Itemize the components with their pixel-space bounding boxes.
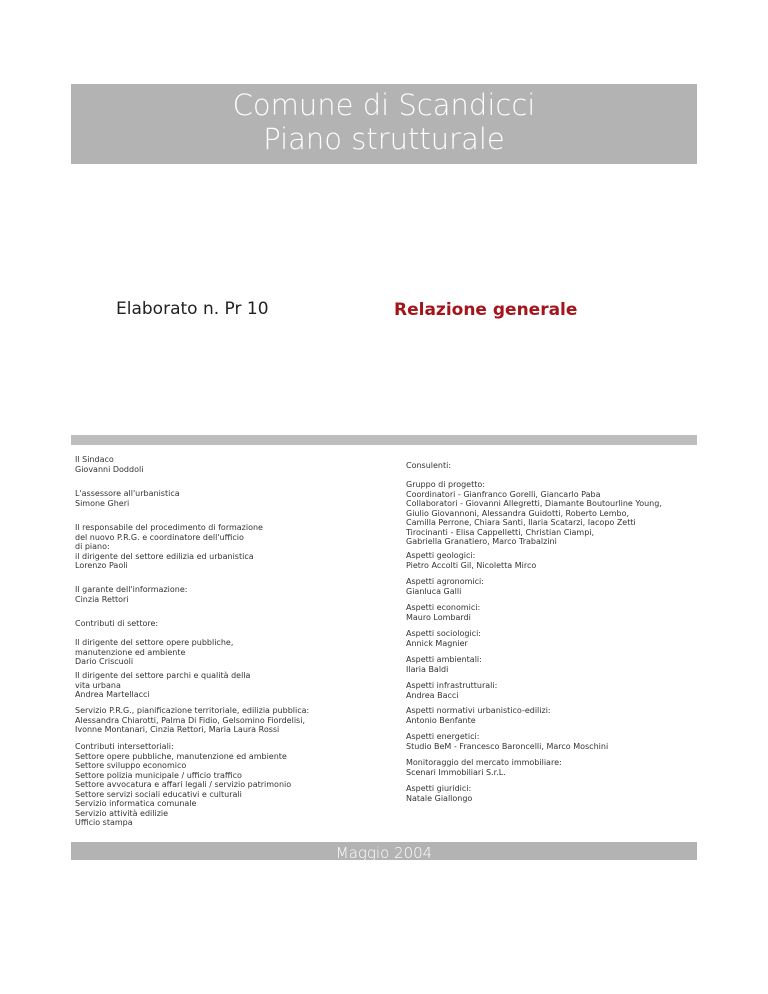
credit-line: Settore opere pubbliche, manutenzione ed ambiente: [75, 751, 287, 761]
document-title: Relazione generale: [394, 300, 578, 320]
credit-line: Dario Criscuoli: [75, 657, 134, 666]
credit-line: L'assessore all'urbanistica: [75, 489, 180, 498]
credit-line: Scenari Immobiliari S.r.L.: [406, 767, 506, 777]
title-piano: Piano strutturale: [263, 122, 505, 156]
credit-block-giuridici: [406, 784, 696, 803]
credit-line: Servizio attività edilizie: [75, 808, 169, 818]
credit-line: Aspetti giuridici:: [406, 784, 472, 793]
credit-line: Aspetti economici:: [406, 603, 481, 612]
credit-line: Collaboratori - Giovanni Allegretti, Diamante Boutourline Young,: [406, 499, 662, 508]
credit-line: Contributi di settore:: [75, 619, 159, 628]
credit-line: Tirocinanti - Elisa Cappelletti, Christian Ciampi,: [406, 527, 595, 537]
credit-line: Aspetti ambientali:: [406, 655, 482, 664]
title-comune: Comune di Scandicci: [232, 88, 536, 122]
credit-line: Servizio P.R.G., pianificazione territoriale, edilizia pubblica:: [75, 706, 310, 715]
credit-line: Il Sindaco: [75, 455, 114, 464]
credit-line: Andrea Bacci: [406, 690, 459, 700]
credit-block-consulenti: [406, 461, 696, 471]
credit-line: Pietro Accolti Gil, Nicoletta Mirco: [406, 560, 537, 570]
credit-line: Settore servizi sociali educativi e culturali: [75, 789, 242, 799]
credit-line: vita urbana: [75, 680, 121, 690]
credit-line: Natale Giallongo: [406, 793, 473, 803]
credit-line: Antonio Benfante: [406, 715, 476, 725]
credit-line: del nuovo P.R.G. e coordinatore dell'ufficio: [75, 532, 244, 542]
credit-line: Aspetti infrastrutturali:: [406, 681, 498, 690]
credit-line: Aspetti geologici:: [406, 551, 476, 560]
credit-line: Servizio informatica comunale: [75, 799, 197, 808]
credit-line: Gianluca Galli: [406, 586, 462, 596]
credit-line: Gruppo di progetto:: [406, 480, 485, 489]
credit-line: Aspetti energetici:: [406, 732, 480, 741]
credit-line: Contributi intersettoriali:: [75, 742, 174, 751]
credit-block-garante: [75, 585, 375, 604]
credit-line: Ufficio stampa: [75, 818, 133, 827]
credit-line: Lorenzo Paoli: [75, 561, 128, 570]
credit-line: Il dirigente del settore parchi e qualità della: [75, 671, 251, 680]
credit-line: Camilla Perrone, Chiara Santi, Ilaria Scatarzi, Iacopo Zetti: [406, 518, 636, 527]
credit-line: Simone Gheri: [75, 498, 130, 508]
credit-block-economici: [406, 603, 696, 622]
footer-band: [71, 842, 697, 860]
credit-block-normativi: [406, 706, 696, 725]
credit-block-energetici: [406, 732, 696, 751]
credit-line: il dirigente del settore edilizia ed urbanistica: [75, 551, 254, 561]
credit-line: Cinzia Rettori: [75, 594, 129, 604]
elaborato-number: Elaborato n. Pr 10: [116, 299, 269, 319]
credit-line: Il dirigente del settore opere pubbliche,: [75, 638, 234, 647]
credit-block-ambientali: [406, 655, 696, 674]
credit-line: Annick Magnier: [406, 638, 468, 648]
credit-block-geologici: [406, 551, 696, 570]
credit-block-infrastrutturali: [406, 681, 696, 700]
credit-line: Alessandra Chiarotti, Palma Di Fidio, Gelsomino Fiordelisi,: [75, 715, 305, 725]
credit-line: Andrea Martellacci: [75, 690, 150, 699]
credit-block-responsabile: [75, 523, 375, 571]
credit-line: Gabriella Granatiero, Marco Trabalzini: [406, 537, 557, 546]
credit-line: Il garante dell'informazione:: [75, 585, 188, 594]
credit-block-contributi: [75, 619, 375, 629]
credit-line: Mauro Lombardi: [406, 612, 471, 622]
credit-line: Settore avvocatura e affari legali / servizio patrimonio: [75, 780, 292, 789]
credit-line: Giovanni Doddoli: [75, 464, 144, 474]
credit-block-servizio-prg: [75, 706, 375, 735]
credit-line: Aspetti normativi urbanistico-edilizi:: [406, 706, 551, 715]
publication-date: Maggio 2004: [335, 844, 433, 862]
credit-line: Il responsabile del procedimento di formazione: [75, 523, 263, 532]
credit-line: Settore sviluppo economico: [75, 761, 187, 770]
credit-block-sociologici: [406, 629, 696, 648]
credit-line: di piano:: [75, 542, 110, 551]
credit-block-gruppo-progetto: [406, 480, 696, 547]
credit-line: Coordinatori - Gianfranco Gorelli, Giancarlo Paba: [406, 489, 601, 499]
credit-line: Ivonne Montanari, Cinzia Rettori, Maria Laura Rossi: [75, 725, 280, 734]
credit-line: Settore polizia municipale / ufficio traffico: [75, 770, 242, 780]
credit-line: manutenzione ed ambiente: [75, 647, 186, 657]
credit-block-assessore: [75, 489, 375, 508]
credit-block-opere-pubbliche: [75, 638, 375, 667]
credit-line: Studio BeM - Francesco Baroncelli, Marco Moschini: [406, 741, 609, 751]
section-divider: [71, 435, 697, 445]
credit-block-agronomici: [406, 577, 696, 596]
credit-block-mercato-immobiliare: [406, 758, 696, 777]
credit-block-sindaco: [75, 455, 375, 474]
credit-line: Ilaria Baldi: [406, 664, 449, 674]
credit-block-parchi: [75, 671, 375, 700]
credit-line: Consulenti:: [406, 461, 452, 470]
credit-line: Giulio Giovannoni, Alessandra Guidotti, Roberto Lembo,: [406, 508, 630, 518]
credit-line: Aspetti sociologici:: [406, 629, 481, 638]
credit-line: Aspetti agronomici:: [406, 577, 484, 586]
credit-line: Monitoraggio del mercato immobiliare:: [406, 758, 562, 767]
credit-block-intersettoriali: [75, 742, 375, 828]
title-band: [71, 84, 697, 164]
